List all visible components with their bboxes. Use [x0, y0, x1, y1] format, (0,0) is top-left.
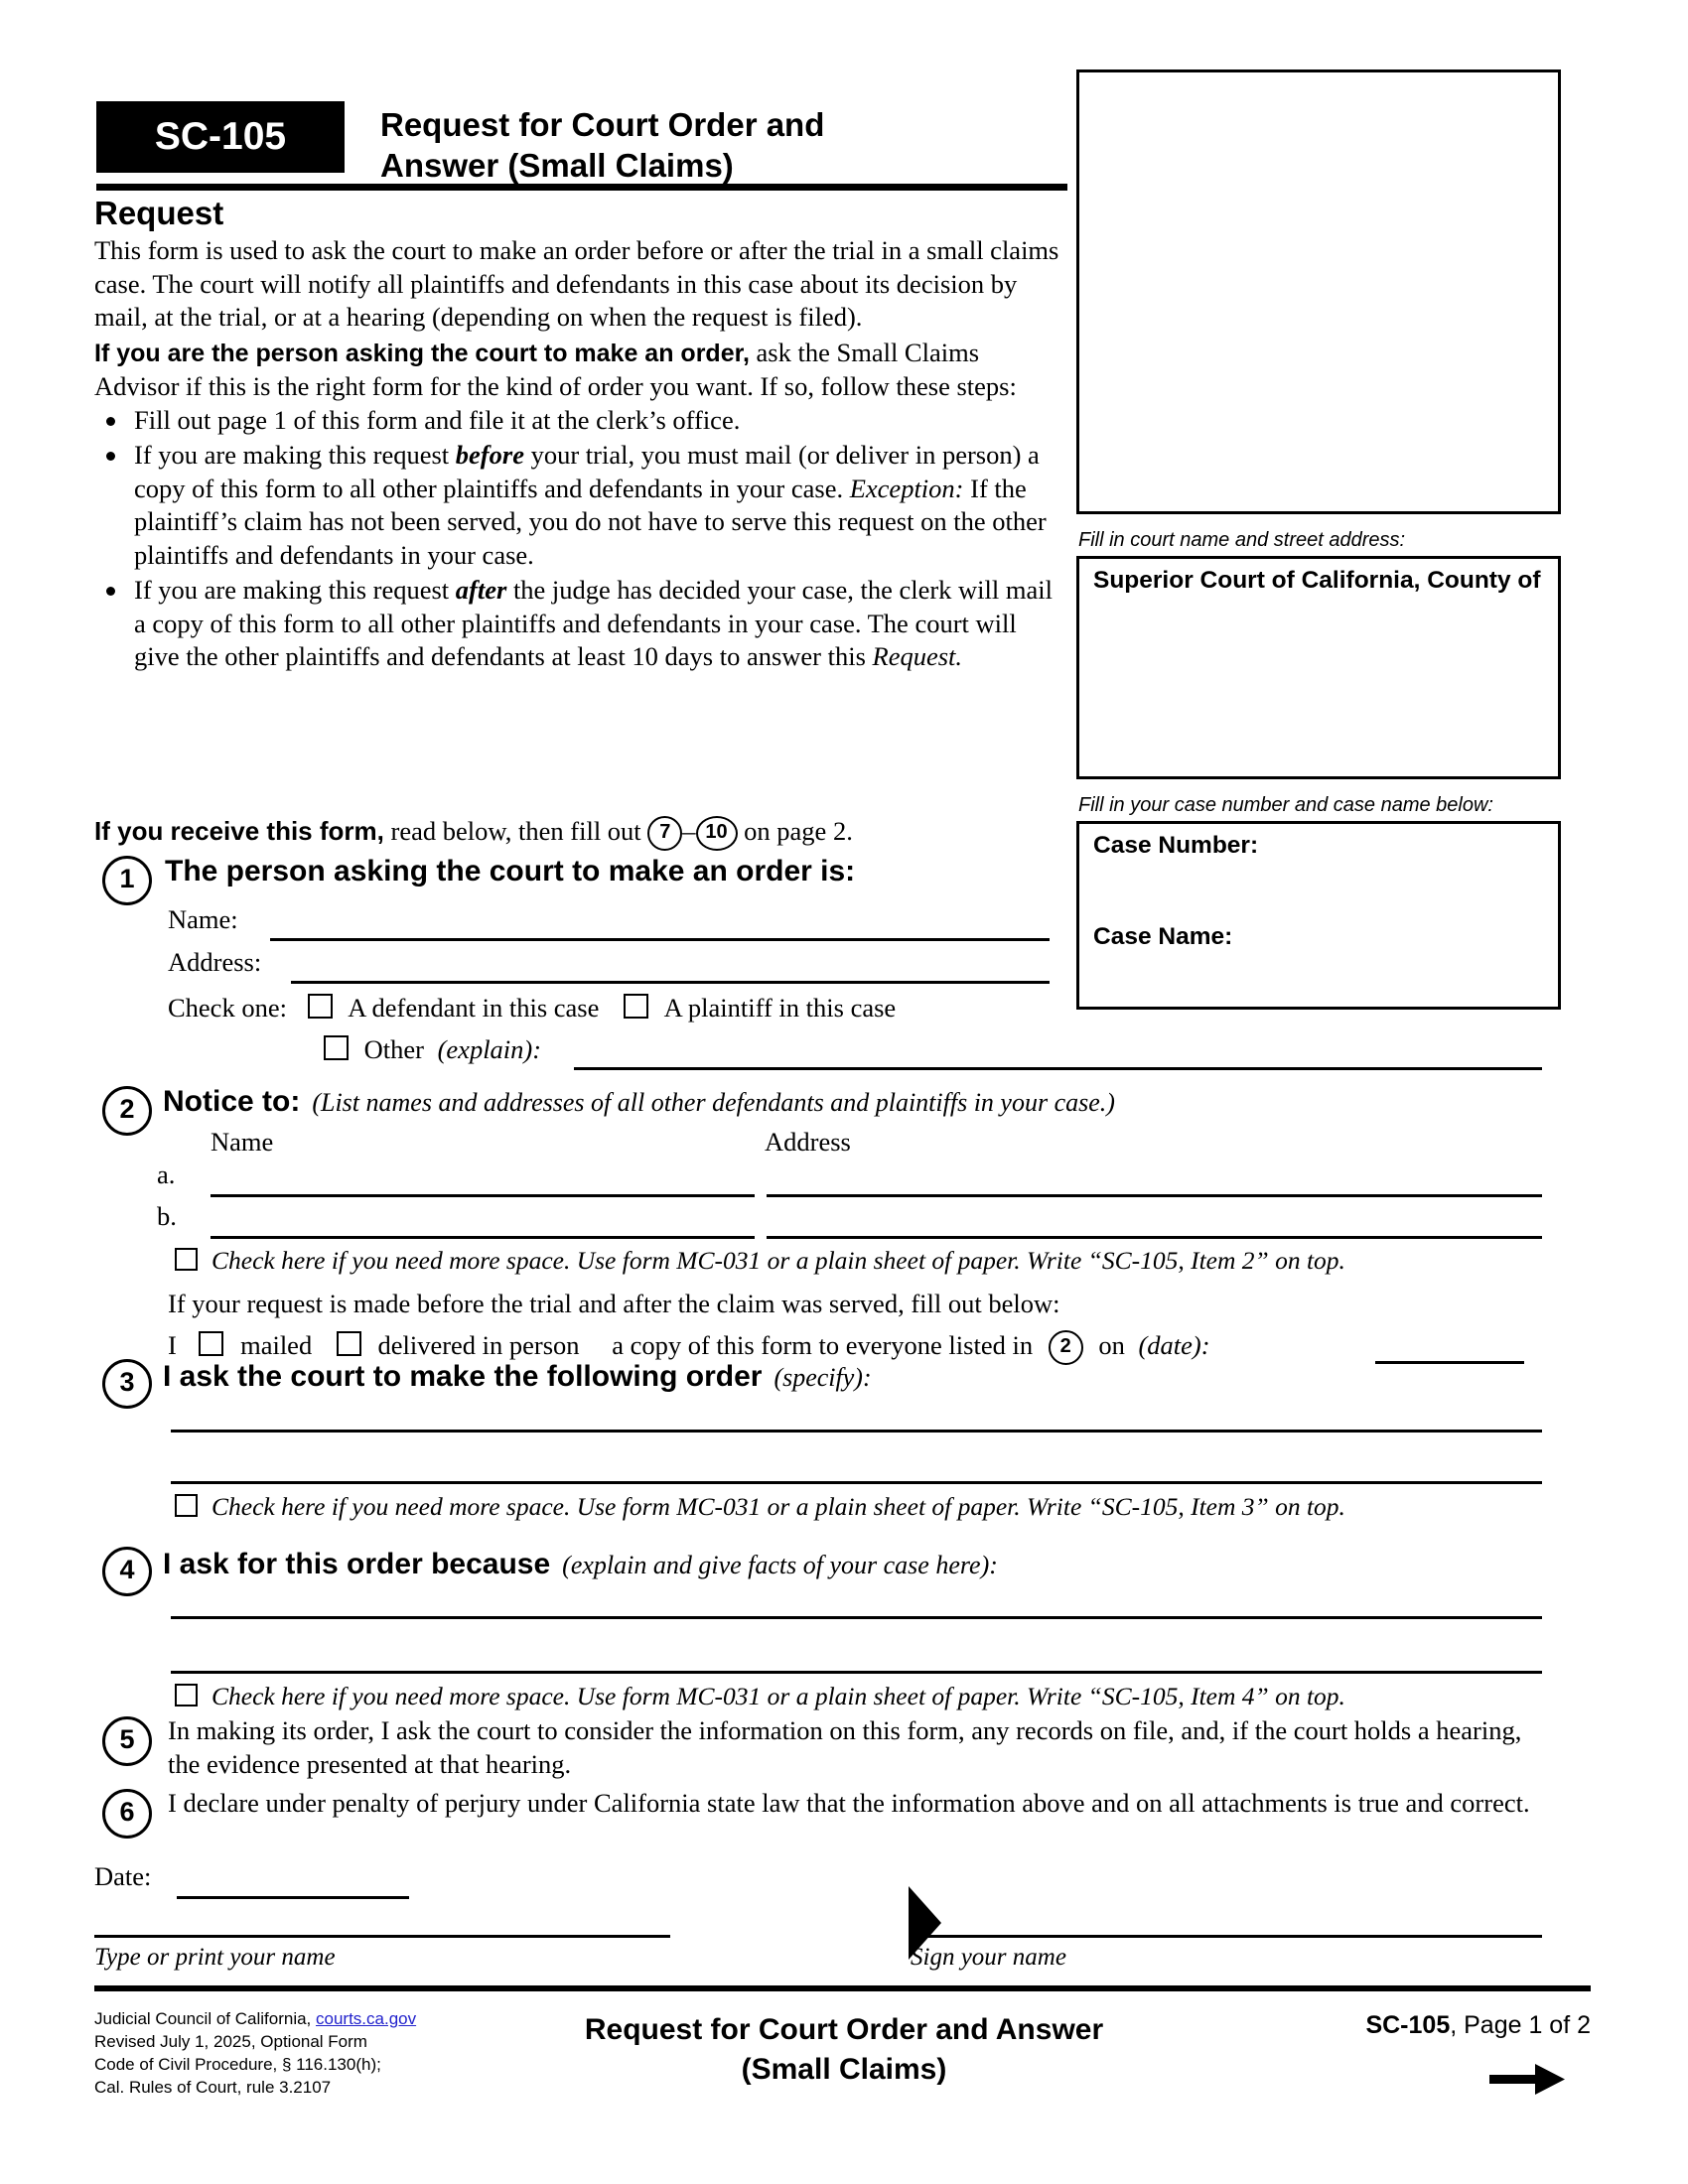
reference-number-2: 2 [1049, 1330, 1083, 1365]
case-info-label: Fill in your case number and case name below: [1078, 794, 1493, 816]
checkbox-defendant[interactable] [308, 994, 333, 1019]
courts-website-link[interactable]: courts.ca.gov [316, 2009, 417, 2028]
bullet-dot-icon [106, 452, 115, 461]
checkbox-other[interactable] [324, 1035, 349, 1060]
item-1-option-other: Other [363, 1034, 424, 1064]
item-2-col-name: Name [211, 1127, 274, 1157]
item-2-service-date-input[interactable] [1375, 1361, 1524, 1364]
receive-dash: – [682, 816, 696, 846]
step-2-text-a: If you are making this request [134, 440, 456, 470]
item-1-option-plaintiff: A plaintiff in this case [663, 993, 897, 1023]
receive-bold: If you receive this form, [94, 816, 384, 846]
header-divider [96, 184, 1067, 191]
item-3-heading: I ask the court to make the following order [163, 1360, 763, 1393]
bullet-dot-icon [106, 417, 115, 426]
intro-p2-bold: If you are the person asking the court to make an order, [94, 339, 750, 367]
item-1-heading: The person asking the court to make an order is: [165, 855, 856, 887]
footer-code: Code of Civil Procedure, § 116.130(h); [94, 2055, 381, 2074]
step-2-exception: Exception: [849, 473, 964, 503]
date-input[interactable] [177, 1896, 409, 1899]
item-2-more-space-text: Check here if you need more space. Use form MC-031 or a plain sheet of paper. Write “SC-105, Item 2” on top. [211, 1246, 1345, 1275]
form-title-line1: Request for Court Order and [380, 106, 825, 143]
step-bullet-3 [94, 574, 1062, 674]
item-1-address-label: Address: [168, 947, 262, 977]
step-3-text-b: the judge has decided your case, the clerk will mail a copy of this form to all other plaintiffs and defendants in your case. The court will give the other plaintiffs and defendants at least 10 days to answer this [134, 575, 1053, 671]
form-title [380, 101, 1016, 186]
court-name-value: Superior Court of California, County of [1093, 567, 1541, 594]
item-2-service-intro: If your request is made before the trial and after the claim was served, fill out below: [168, 1289, 1060, 1318]
item-3-answer-line-2[interactable] [171, 1481, 1542, 1484]
footer-revised: Revised July 1, 2025, Optional Form [94, 2032, 367, 2051]
intro-paragraph-2 [94, 337, 1062, 404]
form-title-line2: Answer (Small Claims) [380, 147, 734, 184]
bullet-dot-icon [106, 587, 115, 596]
case-info-box[interactable] [1076, 821, 1561, 1010]
step-1-text: Fill out page 1 of this form and file it at the clerk’s office. [134, 404, 741, 435]
item-3-more-space-row [175, 1492, 1345, 1522]
clerk-stamp-box[interactable] [1076, 69, 1561, 514]
step-bullet-1 [94, 404, 1062, 438]
item-4-heading-sub: (explain and give facts of your case here): [562, 1551, 998, 1579]
receive-mid-2: on page 2. [737, 816, 853, 846]
item-2-service-mailed: mailed [240, 1330, 313, 1360]
item-3-heading-row [163, 1360, 872, 1394]
footer-form-number: SC-105 [1365, 2011, 1451, 2039]
item-4-more-space-row [175, 1682, 1345, 1711]
step-3-after: after [455, 575, 507, 605]
step-2-before: before [455, 440, 524, 470]
intro-p2-rest: ask the Small Claims Advisor if this is the right form for the kind of order you want. If so, follow these steps: [94, 337, 1017, 401]
case-name-label: Case Name: [1093, 923, 1233, 950]
checkbox-delivered[interactable] [337, 1331, 361, 1356]
item-2-row-b-name-input[interactable] [211, 1236, 755, 1239]
item-2-more-space-row [175, 1246, 1345, 1276]
item-2-row-a-label: a. [157, 1160, 176, 1189]
footer-title-line1: Request for Court Order and Answer [584, 2013, 1104, 2046]
item-4-number: 4 [102, 1547, 152, 1596]
item-4-heading: I ask for this order because [163, 1548, 551, 1580]
item-1-check-one-label: Check one: [168, 993, 287, 1023]
step-3-request: Request. [872, 641, 963, 671]
item-1-option-defendant: A defendant in this case [348, 993, 600, 1023]
item-1-name-input[interactable] [270, 938, 1050, 941]
item-1-number: 1 [102, 856, 152, 905]
checkbox-more-space-item-4[interactable] [175, 1684, 198, 1706]
footer-page-number: , Page 1 of 2 [1450, 2011, 1591, 2039]
item-5-text: In making its order, I ask the court to consider the information on this form, any records on file, and, if the court holds a hearing, the evidence presented at that hearing. [168, 1715, 1522, 1779]
step-3-text-a: If you are making this request [134, 575, 456, 605]
item-1-other-row [324, 1034, 541, 1065]
item-2-service-delivered: delivered in person [377, 1330, 580, 1360]
receive-instruction [94, 815, 1087, 851]
item-2-heading-sub: (List names and addresses of all other defendants and plaintiffs in your case.) [312, 1088, 1115, 1117]
step-bullet-2 [94, 439, 1062, 572]
signature-input[interactable] [909, 1935, 1542, 1938]
item-3-heading-sub: (specify): [774, 1363, 872, 1392]
footer-title-line2: (Small Claims) [741, 2053, 947, 2086]
court-name-box[interactable] [1076, 556, 1561, 779]
item-6-text: I declare under penalty of perjury under California state law that the information above and on all attachments is true and correct. [168, 1788, 1530, 1818]
footer-divider [94, 1985, 1591, 1991]
item-1-other-input[interactable] [574, 1067, 1542, 1070]
step-2-text-c: If the plaintiff’s claim has not been served, you do not have to serve this request on the other plaintiffs and defendants in your case. [134, 473, 1047, 570]
item-4-more-space-text: Check here if you need more space. Use form MC-031 or a plain sheet of paper. Write “SC-105, Item 4” on top. [211, 1682, 1345, 1710]
item-1-name-label: Name: [168, 904, 238, 934]
item-1-address-input[interactable] [291, 981, 1050, 984]
footer-rules: Cal. Rules of Court, rule 3.2107 [94, 2078, 332, 2097]
reference-number-10: 10 [696, 816, 738, 851]
item-2-heading: Notice to: [163, 1085, 301, 1118]
print-name-input[interactable] [94, 1935, 670, 1938]
receive-mid-1: read below, then fill out [383, 816, 648, 846]
print-name-label: Type or print your name [94, 1944, 336, 1971]
intro-block [94, 234, 1062, 676]
checkbox-more-space-item-2[interactable] [175, 1248, 198, 1271]
item-1-option-other-explain: (explain): [437, 1034, 542, 1064]
item-3-answer-line-1[interactable] [171, 1430, 1542, 1433]
checkbox-more-space-item-3[interactable] [175, 1494, 198, 1517]
item-2-col-address: Address [765, 1127, 851, 1157]
item-4-heading-row [163, 1548, 998, 1581]
item-1-check-one-row [168, 993, 896, 1024]
footer-council-text: Judicial Council of California, [94, 2009, 316, 2028]
section-title-request: Request [94, 195, 224, 231]
court-name-label: Fill in court name and street address: [1078, 529, 1406, 551]
item-2-row-a-name-input[interactable] [211, 1194, 755, 1197]
case-number-label: Case Number: [1093, 832, 1259, 859]
steps-list [94, 404, 1062, 674]
item-4-answer-line-2[interactable] [171, 1671, 1542, 1674]
item-2-row-b-address-input[interactable] [767, 1236, 1542, 1239]
item-2-row-a-address-input[interactable] [767, 1194, 1542, 1197]
item-2-row-b-label: b. [157, 1201, 177, 1231]
item-5-number: 5 [102, 1716, 152, 1766]
item-2-number: 2 [102, 1086, 152, 1136]
item-2-service-date-label: (date): [1138, 1330, 1210, 1360]
item-2-service-i: I [168, 1330, 177, 1360]
checkbox-plaintiff[interactable] [624, 994, 648, 1019]
item-2-service-mid: a copy of this form to everyone listed in [612, 1330, 1034, 1360]
form-number-badge: SC-105 [96, 101, 345, 173]
intro-paragraph-1: This form is used to ask the court to make an order before or after the trial in a small claims case. The court will notify all plaintiffs and defendants in this case about its decision by mail, at the trial, or at a hearing (depending on when the request is filed). [94, 235, 1059, 332]
item-6-number: 6 [102, 1789, 152, 1839]
item-3-more-space-text: Check here if you need more space. Use form MC-031 or a plain sheet of paper. Write “SC-105, Item 3” on top. [211, 1492, 1345, 1521]
next-page-arrow-icon [1489, 2063, 1565, 2102]
step-2-text-b: your trial, you must mail (or deliver in person) a copy of this form to all other plaintiffs and defendants in your case. [134, 440, 1040, 503]
item-3-number: 3 [102, 1359, 152, 1409]
item-2-service-on: on [1098, 1330, 1125, 1360]
item-2-heading-row [163, 1085, 1115, 1119]
sign-name-label: Sign your name [911, 1944, 1066, 1971]
footer-page-info [1231, 2011, 1591, 2040]
checkbox-mailed[interactable] [199, 1331, 223, 1356]
item-4-answer-line-1[interactable] [171, 1616, 1542, 1619]
reference-number-7: 7 [647, 816, 682, 851]
date-label: Date: [94, 1861, 152, 1891]
